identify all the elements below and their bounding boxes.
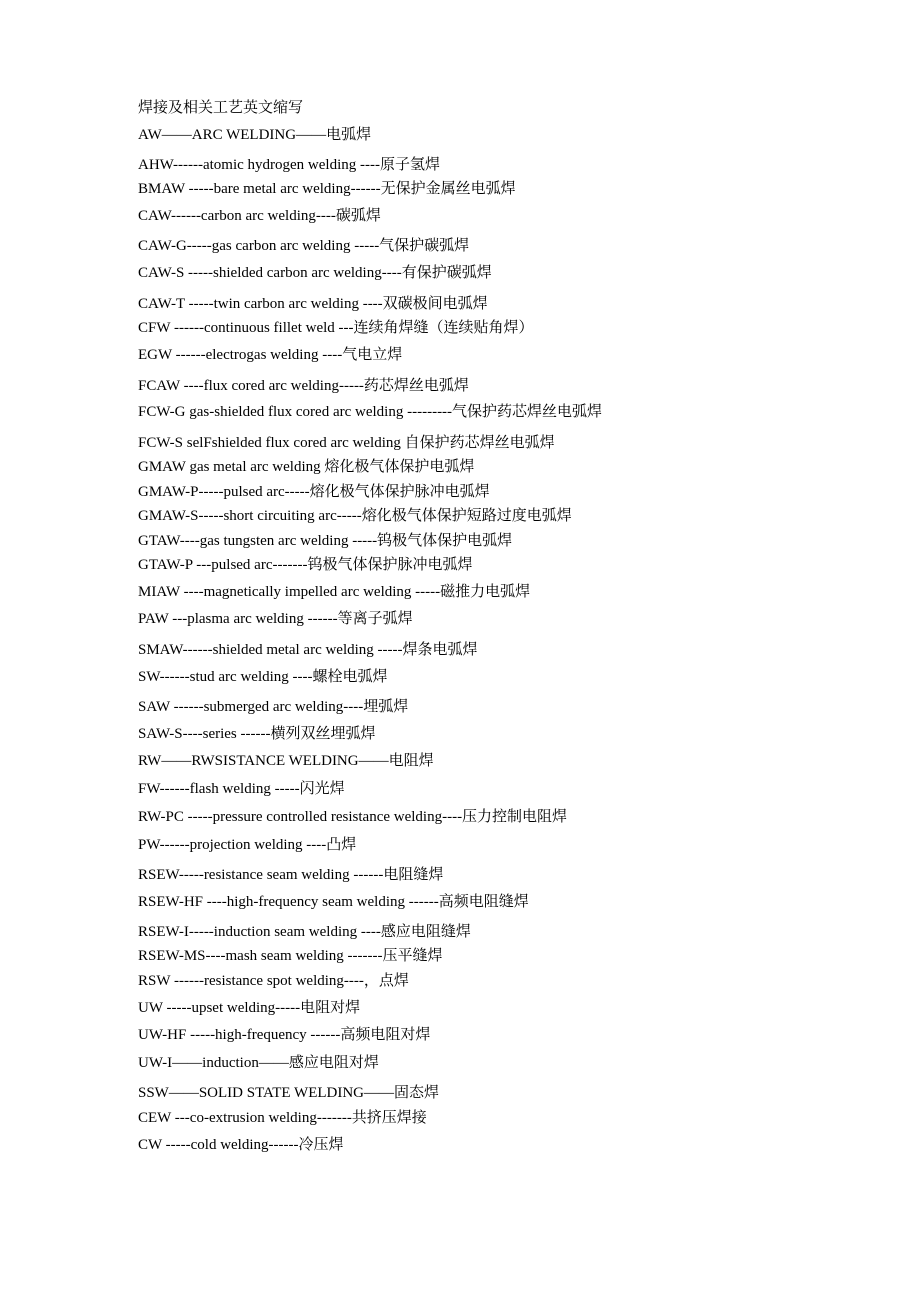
abbreviation-line: GTAW-P ---pulsed arc-------钨极气体保护脉冲电弧焊 (138, 557, 473, 573)
abbreviation-line: AW——ARC WELDING——电弧焊 (138, 127, 372, 143)
abbreviation-line: MIAW ----magnetically impelled arc welding -----磁推力电弧焊 (138, 584, 531, 600)
abbreviation-line: SMAW------shielded metal arc welding -----焊条电弧焊 (138, 642, 478, 658)
abbreviation-line: BMAW -----bare metal arc welding------无保护金属丝电弧焊 (138, 181, 516, 197)
abbreviation-line: RSEW-I-----induction seam welding ----感应电阻缝焊 (138, 924, 471, 940)
abbreviation-line: GMAW-P-----pulsed arc-----熔化极气体保护脉冲电弧焊 (138, 484, 490, 500)
abbreviation-line: FW------flash welding -----闪光焊 (138, 781, 345, 797)
abbreviation-line: SSW——SOLID STATE WELDING——固态焊 (138, 1085, 440, 1101)
abbreviation-line: RSEW-----resistance seam welding ------电阻缝焊 (138, 867, 444, 883)
abbreviation-line: CAW-T -----twin carbon arc welding ----双碳极间电弧焊 (138, 296, 488, 312)
document-title: 焊接及相关工艺英文缩写 (138, 100, 304, 116)
abbreviation-line: PW------projection welding ----凸焊 (138, 837, 357, 853)
abbreviation-line: GMAW gas metal arc welding 熔化极气体保护电弧焊 (138, 459, 475, 475)
abbreviation-line: CAW-G-----gas carbon arc welding -----气保护碳弧焊 (138, 238, 470, 254)
abbreviation-line: SW------stud arc welding ----螺栓电弧焊 (138, 669, 388, 685)
abbreviation-line: CW -----cold welding------冷压焊 (138, 1137, 344, 1153)
abbreviation-line: SAW ------submerged arc welding----埋弧焊 (138, 699, 409, 715)
abbreviation-line: CEW ---co-extrusion welding-------共挤压焊接 (138, 1110, 427, 1126)
abbreviation-line: FCW-G gas-shielded flux cored arc welding ---------气保护药芯焊丝电弧焊 (138, 404, 603, 420)
abbreviation-line: CAW------carbon arc welding----碳弧焊 (138, 208, 381, 224)
abbreviation-line: RW-PC -----pressure controlled resistance welding----压力控制电阻焊 (138, 809, 568, 825)
abbreviation-line: RSW ------resistance spot welding----，点焊 (138, 973, 409, 989)
abbreviation-line: UW-I——induction——感应电阻对焊 (138, 1055, 379, 1071)
abbreviation-line: FCAW ----flux cored arc welding-----药芯焊丝电弧焊 (138, 378, 469, 394)
abbreviation-line: CAW-S -----shielded carbon arc welding----有保护碳弧焊 (138, 265, 492, 281)
abbreviation-line: GTAW----gas tungsten arc welding -----钨极气体保护电弧焊 (138, 533, 513, 549)
abbreviation-line: GMAW-S-----short circuiting arc-----熔化极气体保护短路过度电弧焊 (138, 508, 572, 524)
abbreviation-line: RSEW-HF ----high-frequency seam welding ------高频电阻缝焊 (138, 894, 529, 910)
abbreviation-line: EGW ------electrogas welding ----气电立焊 (138, 347, 403, 363)
abbreviation-line: RW——RWSISTANCE WELDING——电阻焊 (138, 753, 434, 769)
abbreviation-line: CFW ------continuous fillet weld ---连续角焊缝（连续贴角焊） (138, 320, 534, 336)
abbreviation-line: PAW ---plasma arc welding ------等离子弧焊 (138, 611, 413, 627)
abbreviation-line: FCW-S selFshielded flux cored arc welding 自保护药芯焊丝电弧焊 (138, 435, 555, 451)
abbreviation-line: SAW-S----series ------横列双丝埋弧焊 (138, 726, 376, 742)
abbreviation-line: RSEW-MS----mash seam welding -------压平缝焊 (138, 948, 443, 964)
abbreviation-line: UW-HF -----high-frequency ------高频电阻对焊 (138, 1027, 431, 1043)
abbreviation-line: AHW------atomic hydrogen welding ----原子氢焊 (138, 157, 440, 173)
abbreviation-line: UW -----upset welding-----电阻对焊 (138, 1000, 361, 1016)
